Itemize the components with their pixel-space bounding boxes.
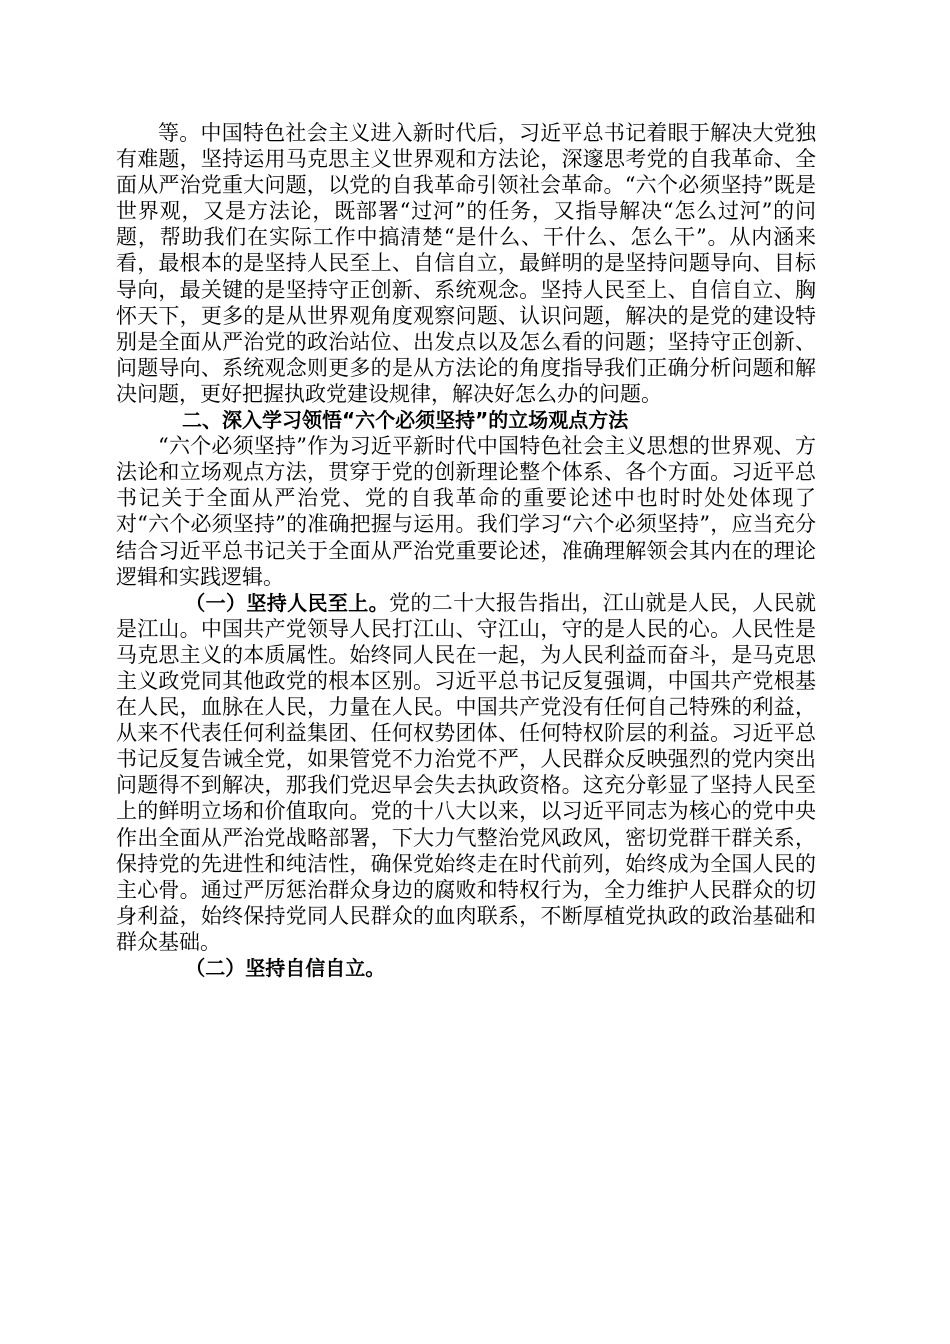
document-page [116,120,816,981]
subsection-heading: （二）坚持自信自立。 [185,956,386,980]
subsection-heading: （一）坚持人民至上。 [185,590,389,615]
subsection-body: 党的二十大报告指出，江山就是人民，人民就是江山。中国共产党领导人民打江山、守江山，守的是人民的心。人民性是马克思主义的本质属性。始终同人民在一起，为人民利益而奋斗，是马克思主义政党同其他政党的根本区别。习近平总书记反复强调，中国共产党根基在人民，血脉在人民，力量在人民。中国共产党没有任何自己特殊的利益，从来不代表任何利益集团、任何权势团体、任何特权阶层的利益。习近平总书记反复告诫全党，如果管党不力治党不严，人民群众反映强烈的党内突出问题得不到解决，那我们党迟早会失去执政资格。这充分彰显了坚持人民至上的鲜明立场和价值取向。党的十八大以来，以习近平同志为核心的党中央作出全面从严治党战略部署，下大力气整治党风政风，密切党群干群关系，保持党的先进性和纯洁性，确保党始终走在时代前列，始终成为全国人民的主心骨。通过严厉惩治群众身边的腐败和特权行为，全力维护人民群众的切身利益，始终保持党同人民群众的血肉联系，不断厚植党执政的政治基础和群众基础。 [116,590,817,954]
body-paragraph: “六个必须坚持”作为习近平新时代中国特色社会主义思想的世界观、方法论和立场观点方法，贯穿于党的创新理论整个体系、各个方面。习近平总书记关于全面从严治党、党的自我革命的重要论述中也时时处处体现了对“六个必须坚持”的准确把握与运用。我们学习“六个必须坚持”，应当充分结合习近平总书记关于全面从严治党重要论述，准确理解领会其内在的理论逻辑和实践逻辑。 [116,434,816,589]
body-paragraph: 等。中国特色社会主义进入新时代后，习近平总书记着眼于解决大党独有难题，坚持运用马克思主义世界观和方法论，深邃思考党的自我革命、全面从严治党重大问题，以党的自我革命引领社会革命。“六个必须坚持”既是世界观，又是方法论，既部署“过河”的任务，又指导解决“怎么过河”的问题，帮助我们在实际工作中搞清楚“是什么、干什么、怎么干”。从内涵来看，最根本的是坚持人民至上、自信自立，最鲜明的是坚持问题导向、目标导向，最关键的是坚持守正创新、系统观念。坚持人民至上、自信自立、胸怀天下，更多的是从世界观角度观察问题、认识问题，解决的是党的建设特别是全面从严治党的政治站位、出发点以及怎么看的问题；坚持守正创新、问题导向、系统观念则更多的是从方法论的角度指导我们正确分析问题和解决问题，更好把握执政党建设规律，解决好怎么办的问题。 [116,121,816,406]
subsection-paragraph [116,590,816,955]
subsection-paragraph [116,955,816,981]
section-heading: 二、深入学习领悟“六个必须坚持”的立场观点方法 [182,408,629,433]
